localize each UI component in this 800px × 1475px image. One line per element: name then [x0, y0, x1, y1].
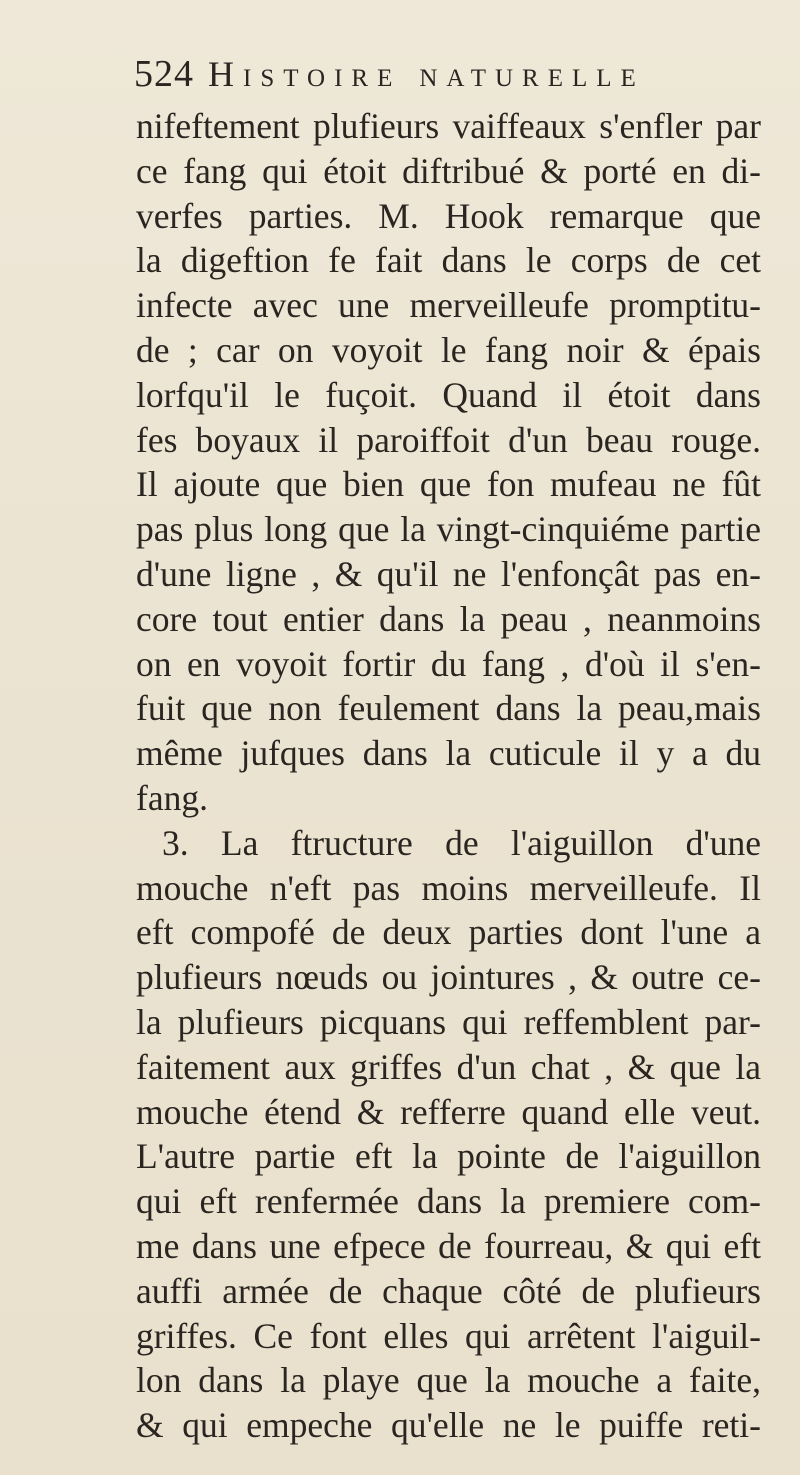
- text-line: même jufques dans la cuticule il y a du: [136, 733, 761, 774]
- text-line: fuit que non feulement dans la peau,mais: [136, 688, 761, 729]
- text-line: eft compofé de deux parties dont l'une a: [136, 912, 761, 953]
- text-line: on en voyoit fortir du fang , d'où il s'en-: [136, 643, 761, 684]
- text-line: fang.: [136, 777, 208, 818]
- text-line: qui eft renfermée dans la premiere com-: [136, 1181, 761, 1222]
- text-line: 3. La ftructure de l'aiguillon d'une: [162, 822, 761, 863]
- text-line: mouche étend & refferre quand elle veut.: [136, 1091, 761, 1132]
- text-line: griffes. Ce font elles qui arrêtent l'aiguil-: [136, 1315, 761, 1356]
- page-header: [134, 52, 734, 104]
- text-line: d'une ligne , & qu'il ne l'enfonçât pas en-: [136, 553, 761, 594]
- text-line: me dans une efpece de fourreau, & qui eft: [136, 1225, 761, 1266]
- text-line: auffi armée de chaque côté de plufieurs: [136, 1270, 761, 1311]
- text-line: la digeftion fe fait dans le corps de cet: [136, 240, 761, 281]
- body-text: [136, 104, 761, 1448]
- text-line: infecte avec une merveilleufe promptitu-: [136, 285, 761, 326]
- text-line: nifeftement plufieurs vaiffeaux s'enfler par: [136, 106, 761, 146]
- text-line: la plufieurs picquans qui reffemblent par-: [136, 1001, 761, 1042]
- text-line: plufieurs nœuds ou jointures , & outre ce-: [136, 957, 761, 998]
- text-line: fes boyaux il paroiffoit d'un beau rouge.: [136, 419, 761, 460]
- text-line: Il ajoute que bien que fon mufeau ne fût: [136, 464, 761, 505]
- text-line: de ; car on voyoit le fang noir & épais: [136, 329, 761, 370]
- text-line: lorfqu'il le fuçoit. Quand il étoit dans: [136, 374, 761, 415]
- page-number: 524: [134, 53, 194, 95]
- text-line: ce fang qui étoit diftribué & porté en di-: [136, 150, 761, 191]
- text-line: mouche n'eft pas moins merveilleufe. Il: [136, 867, 761, 908]
- text-line: verfes parties. M. Hook remarque que: [136, 195, 761, 236]
- text-line: L'autre partie eft la pointe de l'aiguillon: [136, 1136, 761, 1177]
- text-line: & qui empeche qu'elle ne le puiffe reti-: [136, 1405, 761, 1446]
- text-line: lon dans la playe que la mouche a faite,: [136, 1360, 761, 1401]
- running-title: Histoire naturelle: [208, 54, 645, 94]
- text-line: core tout entier dans la peau , neanmoins: [136, 598, 761, 639]
- text-line: pas plus long que la vingt-cinquiéme partie: [136, 509, 761, 550]
- text-line: faitement aux griffes d'un chat , & que la: [136, 1046, 761, 1087]
